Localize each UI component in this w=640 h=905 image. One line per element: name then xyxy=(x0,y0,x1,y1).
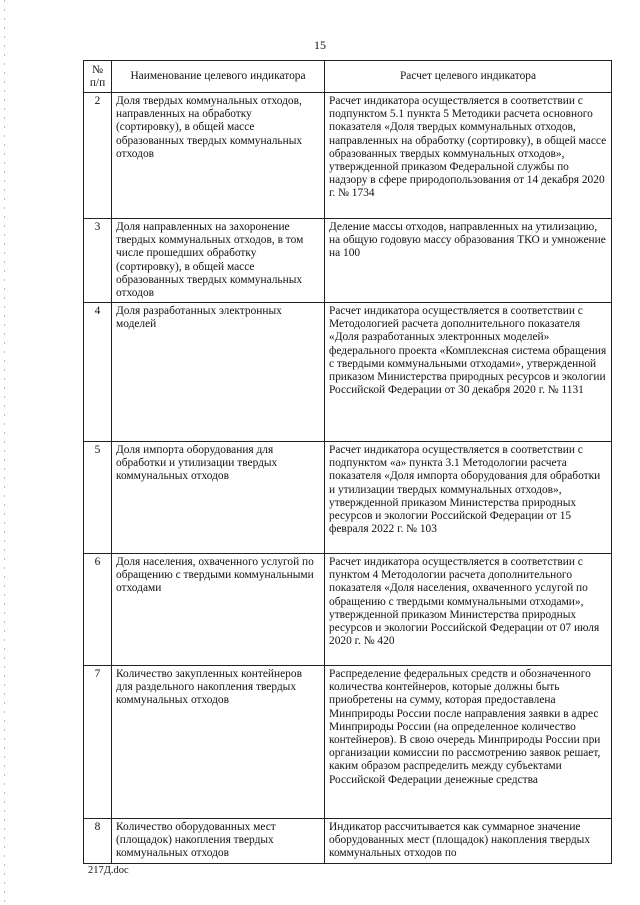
row-name: Доля импорта оборудования для обработки и утилизации твердых коммунальных отходов xyxy=(112,442,325,554)
row-calc: Расчет индикатора осуществляется в соответствии с подпунктом 5.1 пункта 5 Методики расчета основного показателя «Доля твердых коммунальных отходов, направленных на обработку (сортировку), в общей массе образованных твердых коммунальных отходов», утвержденной приказом Федеральной службы по надзору в сфере природопользования от 14 декабря 2020 г. № 1734 xyxy=(325,93,612,219)
row-calc: Деление массы отходов, направленных на утилизацию, на общую годовую массу образования ТКО и умножение на 100 xyxy=(325,219,612,303)
row-calc: Расчет индикатора осуществляется в соответствии с Методологией расчета дополнительного показателя «Доля разработанных электронных моделей» федерального проекта «Комплексная система обращения с твердыми коммунальными отходами», утвержденной приказом Министерства природных ресурсов и экологии Российской Федерации от 30 декабря 2020 г. № 1131 xyxy=(325,303,612,442)
row-name: Доля направленных на захоронение твердых коммунальных отходов, в том числе прошедших обработку (сортировку), в общей массе образованных твердых коммунальных отходов xyxy=(112,219,325,303)
header-row xyxy=(84,61,612,93)
row-num: 2 xyxy=(84,93,112,219)
table-row xyxy=(84,442,612,554)
row-num: 6 xyxy=(84,554,112,666)
table-row xyxy=(84,219,612,303)
header-num: № п/п xyxy=(84,61,112,93)
header-calc: Расчет целевого индикатора xyxy=(325,61,612,93)
row-calc: Индикатор рассчитывается как суммарное значение оборудованных мест (площадок) накопления твердых коммунальных отходов по xyxy=(325,819,612,864)
table-row xyxy=(84,666,612,819)
row-num: 3 xyxy=(84,219,112,303)
row-calc: Распределение федеральных средств и обозначенного количества контейнеров, которые должны быть приобретены на сумму, которая предоставлена Минприроды России после направления заявки в адрес Минприроды России (на определенное количество контейнеров). В свою очередь Минприроды России при организации комиссии по рассмотрению заявок решает, каким образом распределить между субъектами Российской Федерации денежные средства xyxy=(325,666,612,819)
table-row xyxy=(84,93,612,219)
table-row xyxy=(84,554,612,666)
row-name: Доля твердых коммунальных отходов, направленных на обработку (сортировку), в общей массе образованных твердых коммунальных отходов xyxy=(112,93,325,219)
row-num: 5 xyxy=(84,442,112,554)
header-name: Наименование целевого индикатора xyxy=(112,61,325,93)
page-number: 15 xyxy=(314,38,326,52)
row-name: Доля разработанных электронных моделей xyxy=(112,303,325,442)
footer-filename: 217Д.doc xyxy=(88,865,129,876)
indicators-table xyxy=(83,60,612,864)
table-row xyxy=(84,303,612,442)
row-name: Количество закупленных контейнеров для раздельного накопления твердых коммунальных отходов xyxy=(112,666,325,819)
row-calc: Расчет индикатора осуществляется в соответствии с пунктом 4 Методологии расчета дополнительного показателя «Доля населения, охваченного услугой по обращению с твердыми коммунальными отходами», утвержденной приказом Министерства природных ресурсов и экологии Российской Федерации от 07 июля 2020 г. № 420 xyxy=(325,554,612,666)
row-name: Количество оборудованных мест (площадок) накопления твердых коммунальных отходов xyxy=(112,819,325,864)
row-num: 8 xyxy=(84,819,112,864)
row-num: 7 xyxy=(84,666,112,819)
row-num: 4 xyxy=(84,303,112,442)
scan-margin-line xyxy=(4,0,5,905)
row-name: Доля населения, охваченного услугой по обращению с твердыми коммунальными отходами xyxy=(112,554,325,666)
table-row xyxy=(84,819,612,864)
row-calc: Расчет индикатора осуществляется в соответствии с подпунктом «а» пункта 3.1 Методологии расчета показателя «Доля импорта оборудования для обработки и утилизации твердых коммунальных отходов», утвержденной приказом Министерства природных ресурсов и экологии Российской Федерации от 15 февраля 2022 г. № 103 xyxy=(325,442,612,554)
